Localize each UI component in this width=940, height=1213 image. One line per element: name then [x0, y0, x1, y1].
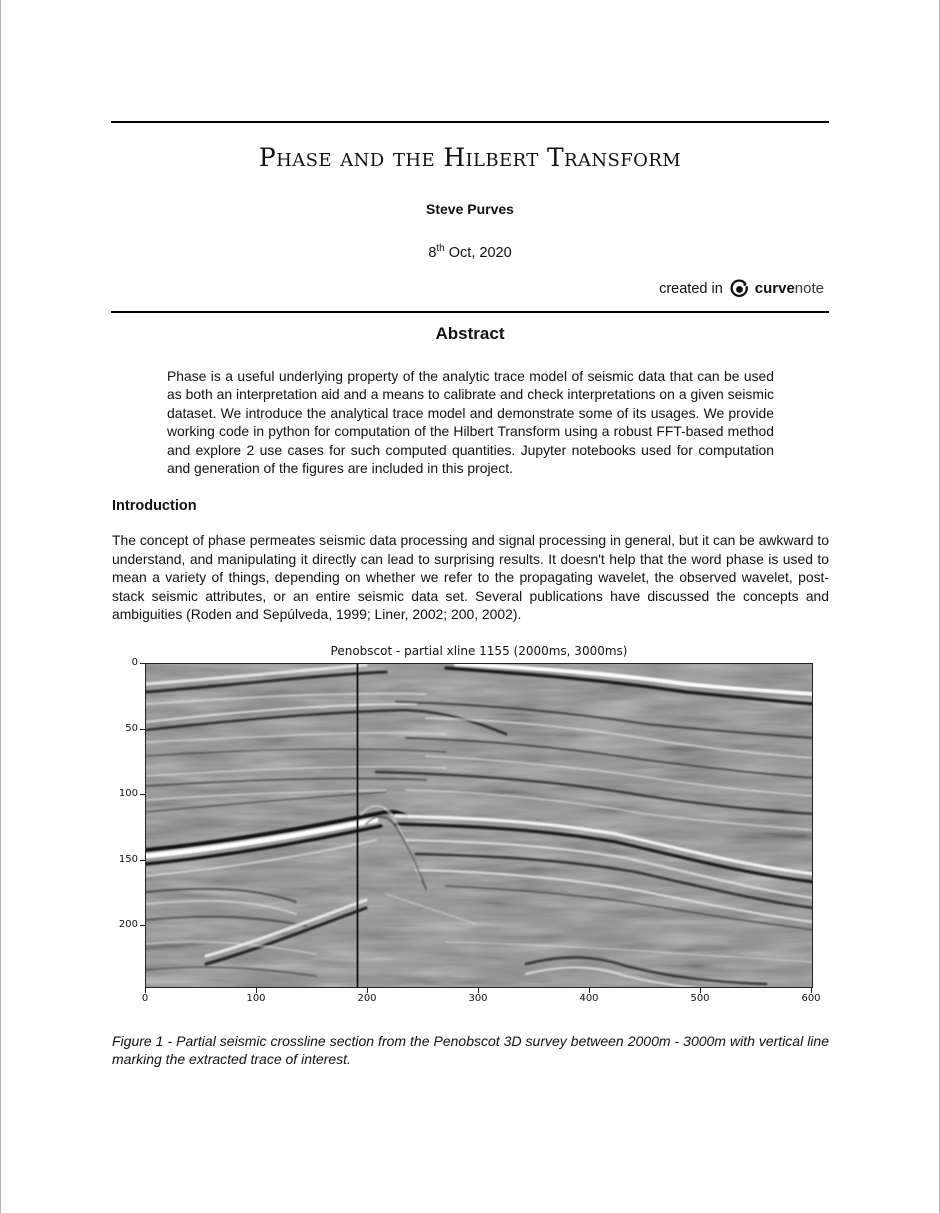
- title-top-rule: [111, 121, 829, 123]
- x-tick-label: 500: [690, 993, 710, 1004]
- curvenote-wordmark: [755, 280, 824, 297]
- abstract-text: Phase is a useful underlying property of the analytic trace model of seismic data that can be used as both an interpretation aid and a means to calibrate and check interpretations on a given seismic dataset. We introduce the analytical trace model and demonstrate some of its usages. We provide working code in python for computation of the Hilbert Transform using a robust FFT-based method and explore 2 use cases for such computed quantities. Jupyter notebooks used for computation and generation of the figures are included in this project.: [167, 368, 774, 477]
- x-tick-label: 300: [468, 993, 488, 1004]
- title-bottom-rule: [111, 311, 829, 313]
- y-tick-label: 0: [131, 657, 138, 668]
- created-in-label: created in: [659, 280, 723, 297]
- date-day: 8: [428, 245, 437, 261]
- x-tick-label: 0: [141, 993, 149, 1004]
- created-in-curvenote[interactable]: [659, 279, 824, 298]
- wordmark-bold: curve: [754, 280, 795, 297]
- wordmark-light: note: [794, 280, 824, 297]
- figure-caption: Figure 1 - Partial seismic crossline section from the Penobscot 3D survey between 2000m - 3000m with vertical line marking the extracted trace of interest.: [112, 1033, 829, 1068]
- seismic-image: [146, 664, 813, 988]
- seismic-section-plot: [145, 663, 813, 988]
- curvenote-logo-icon: [730, 279, 749, 298]
- x-tick-label: 200: [357, 993, 377, 1004]
- y-tick-label: 150: [118, 854, 138, 865]
- chart-title: Penobscot - partial xline 1155 (2000ms, 3000ms): [330, 644, 628, 658]
- y-tick-label: 200: [118, 919, 138, 930]
- introduction-heading: Introduction: [112, 498, 197, 514]
- y-tick-label: 100: [118, 788, 138, 799]
- date-rest: Oct, 2020: [444, 245, 512, 261]
- paper-title: Phase and the Hilbert Transform: [258, 143, 682, 172]
- y-tick-label: 50: [125, 723, 138, 734]
- x-tick-label: 100: [246, 993, 266, 1004]
- x-tick-label: 600: [801, 993, 821, 1004]
- date-suffix: th: [436, 243, 445, 254]
- abstract-heading: Abstract: [435, 324, 505, 343]
- x-tick-label: 400: [579, 993, 599, 1004]
- introduction-text: The concept of phase permeates seismic data processing and signal processing in general, but it can be awkward to understand, and manipulating it directly can lead to surprising results. It doesn't help that the word phase is used to mean a variety of things, depending on whether we refer to the propagating wavelet, the observed wavelet, post-stack seismic attributes, or an entire seismic data set. Several publications have discussed the concepts and ambiguities (Roden and Sepúlveda, 1999; Liner, 2002; 200, 2002).: [112, 532, 829, 622]
- author-name: Steve Purves: [426, 201, 514, 217]
- publication-date: [111, 243, 829, 261]
